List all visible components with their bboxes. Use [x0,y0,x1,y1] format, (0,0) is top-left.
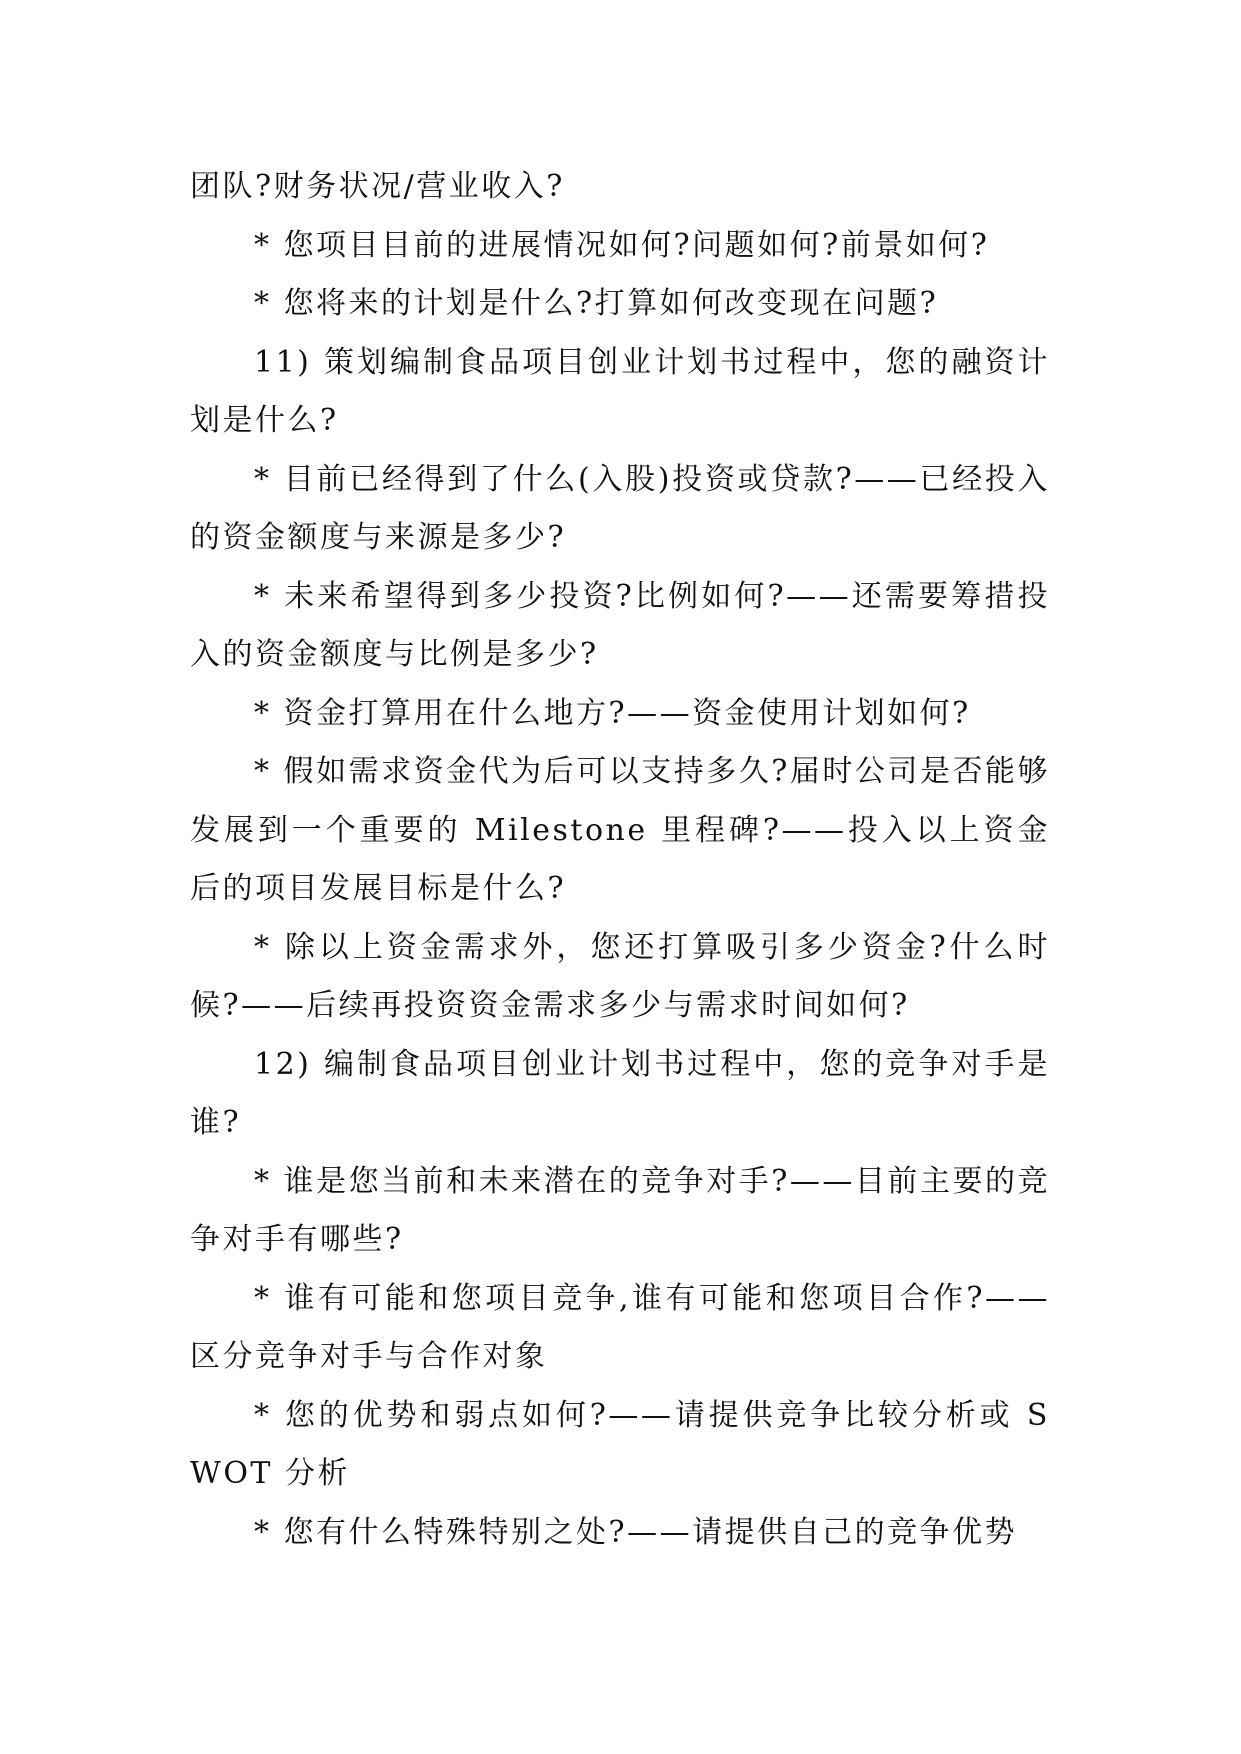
paragraph-milestone: * 假如需求资金代为后可以支持多久?届时公司是否能够发展到一个重要的 Milestone 里程碑?——投入以上资金后的项目发展目标是什么? [190,754,1050,906]
paragraph-progress: * 您项目目前的进展情况如何?问题如何?前景如何? [254,227,990,263]
paragraph-special-advantage: * 您有什么特殊特别之处?——请提供自己的竞争优势 [254,1514,1018,1550]
paragraph-current-investment: * 目前已经得到了什么(入股)投资或贷款?——已经投入的资金额度与来源是多少? [190,461,1050,555]
paragraph-team-finance: 团队?财务状况/营业收入? [190,169,565,204]
section-heading-competitors: 12) 编制食品项目创业计划书过程中，您的竞争对手是谁? [190,1046,1050,1140]
section-heading-financing: 11) 策划编制食品项目创业计划书过程中，您的融资计划是什么? [190,344,1050,438]
paragraph-current-competitors: * 谁是您当前和未来潜在的竞争对手?——目前主要的竞争对手有哪些? [190,1163,1050,1257]
paragraph-additional-funding: * 除以上资金需求外，您还打算吸引多少资金?什么时候?——后续再投资资金需求多少与需求时间如何? [190,929,1050,1023]
paragraph-fund-usage: * 资金打算用在什么地方?——资金使用计划如何? [254,695,971,731]
document-body [190,158,1050,1562]
paragraph-future-investment: * 未来希望得到多少投资?比例如何?——还需要筹措投入的资金额度与比例是多少? [190,578,1050,672]
paragraph-swot: * 您的优势和弱点如何?——请提供竞争比较分析或 SWOT 分析 [190,1397,1050,1491]
paragraph-future-plan: * 您将来的计划是什么?打算如何改变现在问题? [254,286,939,321]
paragraph-competition-cooperation: * 谁有可能和您项目竞争,谁有可能和您项目合作?——区分竞争对手与合作对象 [190,1280,1050,1374]
